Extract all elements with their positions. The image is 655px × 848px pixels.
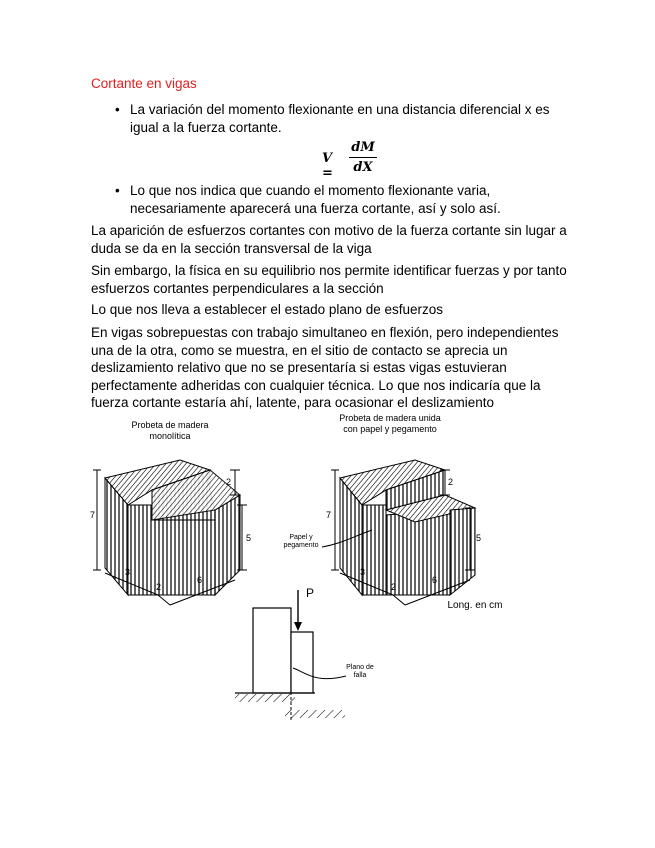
dim-step-left: 2 (226, 477, 232, 487)
formula-denominator: dX (353, 160, 373, 175)
monolithic-specimen (93, 460, 247, 605)
dim-height-left: 7 (90, 510, 96, 520)
fraction-bar (349, 157, 377, 158)
dim-height-right: 7 (326, 510, 332, 520)
paragraph: La aparición de esfuerzos cortantes con motivo de la fuerza cortante sin lugar a duda se da en la sección transversal de la viga (91, 223, 567, 256)
left-caption: Probeta de madera monolítica (131, 420, 209, 441)
dim-depth-right: 3 (360, 567, 366, 577)
paragraph: Lo que nos lleva a establecer el estado plano de esfuerzos (91, 302, 443, 317)
bullet-dot-icon: • (115, 102, 120, 117)
specimen-drawing (90, 410, 530, 730)
dim-depth-left: 3 (125, 567, 131, 577)
dim-lower-right: 5 (476, 533, 482, 543)
dim-step-right: 2 (448, 477, 454, 487)
dim-step-depth-right: 2 (391, 582, 397, 592)
dim-step-depth-left: 2 (156, 582, 162, 592)
dim-lower-left: 5 (246, 533, 252, 543)
bullet-text: La variación del momento flexionante en una distancia diferencial x es igual a la fuerza cortante. (130, 102, 550, 135)
paragraph: Sin embargo, la física en su equilibrio nos permite identificar fuerzas y por tanto esfuerzos cortantes perpendiculares a la sección (91, 263, 567, 296)
failure-plane-label: Plano de falla (346, 664, 374, 679)
dim-width-left: 6 (197, 575, 203, 585)
section-heading: Cortante en vigas (91, 76, 197, 91)
bullet-text: Lo que nos indica que cuando el momento flexionante varia, necesariamente aparecerá una fuerza cortante, así y solo así. (130, 183, 501, 216)
dim-width-right: 6 (432, 575, 438, 585)
right-caption: Probeta de madera unida con papel y pegamento (339, 413, 441, 434)
formula-numerator: dM (351, 140, 375, 155)
beam-specimen-figure (90, 410, 530, 730)
bullet-dot-icon: • (115, 183, 120, 198)
glue-label: Papel y pegamento (283, 534, 319, 549)
shear-test-sketch (235, 586, 346, 720)
paragraph: En vigas sobrepuestas con trabajo simultaneo en flexión, pero independientes una de la otra, como se muestra, en el sitio de contacto se aprecia un deslizamiento relativo que no se presentaría si estas vigas estuvieran perfectamente adheridas con cualquier técnica. Lo que nos indicaría que la fuerza cortante estaría ahí, latente, para ocasionar el deslizamiento (91, 325, 559, 410)
formula-fraction (349, 140, 377, 175)
load-label: P (305, 586, 314, 600)
formula-lhs: V = (322, 151, 333, 181)
units-label: Long. en cm (447, 600, 503, 611)
